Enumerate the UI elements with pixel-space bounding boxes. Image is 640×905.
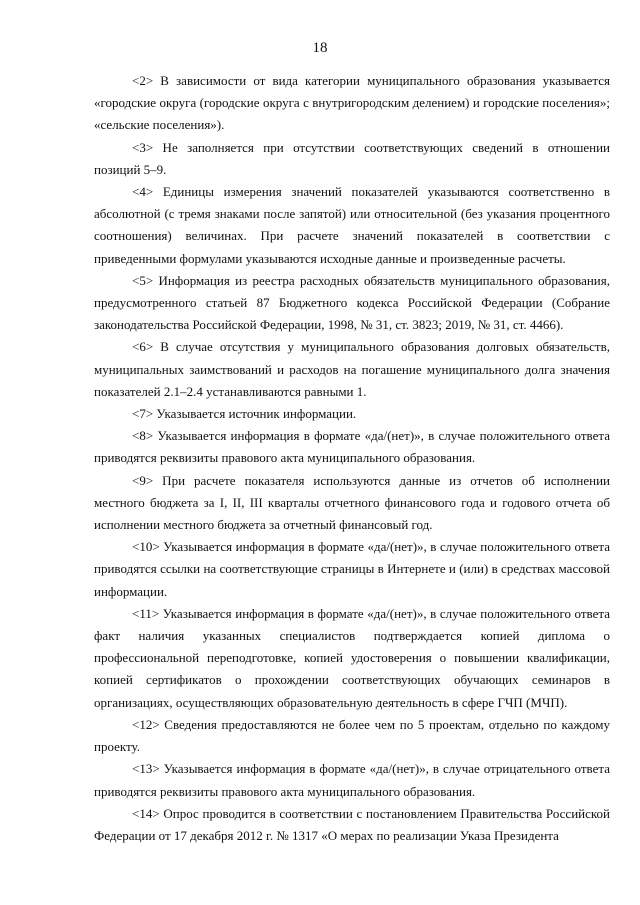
footnote-9: <9> При расчете показателя используются данные из отчетов об исполнении местного бюджета за I, II, III кварталы отчетного финансового года и годового отчета об исполнении местного бюджета за отчетный финансовый год. xyxy=(94,472,610,533)
footnote-6: <6> В случае отсутствия у муниципального образования долговых обязательств, муниципальных заимствований и расходов на погашение муниципального долга значения показателей 2.1–2.4 устанавливаются равными 1. xyxy=(94,339,610,399)
footnote-2: <2> В зависимости от вида категории муниципального образования указывается «городские округа (городские округа с внутригородским делением) и городские поселения»; «сельские поселения»). xyxy=(94,73,610,133)
footnote-5: <5> Информация из реестра расходных обязательств муниципального образования, предусмотренного статьей 87 Бюджетного кодекса Российской Федерации (Собрание законодательства Российской Федерации, 1998, № 31, ст. 3823; 2019, № 31, ст. 4466). xyxy=(94,272,610,333)
page-number: 18 xyxy=(312,40,328,56)
footnote-14: <14> Опрос проводится в соответствии с постановлением Правительства Российской Федерации от 17 декабря 2012 г. № 1317 «О мерах по реализации Указа Президента xyxy=(94,805,610,843)
footnote-12: <12> Сведения предоставляются не более чем по 5 проектам, отдельно по каждому проекту. xyxy=(94,716,610,755)
footnotes-body xyxy=(94,70,610,847)
footnote-10: <10> Указывается информация в формате «да/(нет)», в случае положительного ответа приводятся ссылки на соответствующие страницы в Интернете и (или) в средствах массовой информации. xyxy=(94,539,610,599)
footnote-4: <4> Единицы измерения значений показателей указываются соответственно в абсолютной (с тремя знаками после запятой) или относительной (без указания процентного соотношения) величинах. При расчете значений показателей в соответствии с приведенными формулами указываются исходные данные и произведенные расчеты. xyxy=(94,184,610,266)
footnote-11: <11> Указывается информация в формате «да/(нет)», в случае положительного ответа факт наличия указанных специалистов подтверждается копией диплома о профессиональной переподготовке, копией удостоверения о повышении квалификации, копией сертификатов о прохождении соответствующих обучающих семинаров в организациях, осуществляющих образовательную деятельность в сфере ГЧП (МЧП). xyxy=(94,605,610,710)
footnote-7: <7> Указывается источник информации. xyxy=(132,406,357,422)
footnote-3: <3> Не заполняется при отсутствии соответствующих сведений в отношении позиций 5–9. xyxy=(94,139,610,177)
footnote-8: <8> Указывается информация в формате «да/(нет)», в случае положительного ответа приводятся реквизиты правового акта муниципального образования. xyxy=(94,428,610,466)
footnote-13: <13> Указывается информация в формате «да/(нет)», в случае отрицательного ответа приводятся реквизиты правового акта муниципального образования. xyxy=(94,761,610,799)
